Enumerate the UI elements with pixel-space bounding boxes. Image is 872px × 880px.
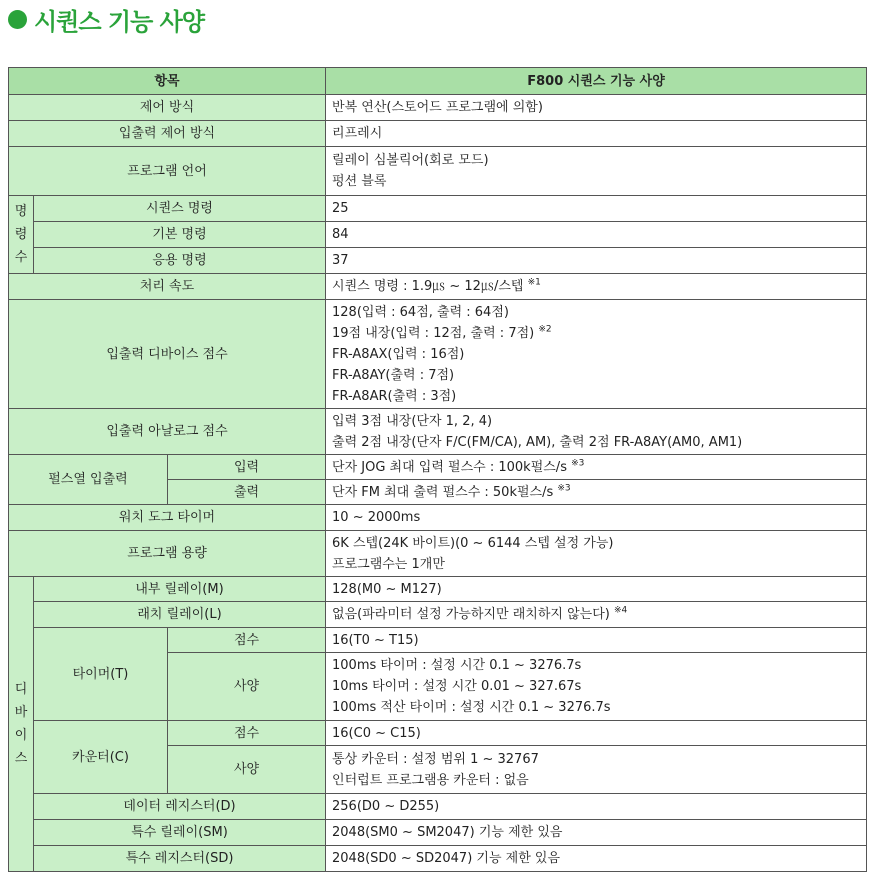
row-label: 제어 방식: [9, 95, 326, 121]
sub-label: 출력: [168, 480, 326, 505]
row-value: 16(T0 ~ T15): [326, 628, 867, 653]
value-line: 인터럽트 프로그램용 카운터 : 없음: [332, 772, 529, 788]
value-line: 10ms 타이머 : 설정 시간 0.01 ~ 327.67s: [332, 679, 582, 694]
row-label: 입출력 아날로그 점수: [9, 409, 326, 455]
page-title-text: 시퀀스 기능 사양: [34, 7, 204, 36]
table-row: [9, 455, 867, 480]
value-line: 128(입력 : 64점, 출력 : 64점): [332, 304, 509, 320]
row-value: [326, 746, 867, 794]
value-line: 출력 2점 내장(단자 F/C(FM/CA), AM), 출력 2점 FR-A8AY(AM0, AM1): [332, 434, 743, 450]
table-row: [9, 121, 867, 147]
row-value: 2048(SM0 ~ SM2047) 기능 제한 있음: [326, 820, 867, 846]
row-value: 시퀀스 명령 : 1.9㎲ ~ 12㎲/스텝 $^{※1}$: [326, 274, 867, 300]
table-row: [9, 794, 867, 820]
table-row: [9, 248, 867, 274]
row-value: 리프레시: [326, 121, 867, 147]
value-line: 입력 3점 내장(단자 1, 2, 4): [332, 413, 493, 429]
row-label: 펄스열 입출력: [9, 455, 168, 505]
row-label: 시퀀스 명령: [34, 196, 326, 222]
table-row: [9, 274, 867, 300]
row-value: 16(C0 ~ C15): [326, 721, 867, 746]
row-label: 기본 명령: [34, 222, 326, 248]
row-value: 2048(SD0 ~ SD2047) 기능 제한 있음: [326, 846, 867, 872]
row-value: [326, 147, 867, 196]
table-row: [9, 409, 867, 455]
table-row: [9, 222, 867, 248]
table-row: [9, 721, 867, 746]
row-label: 입출력 디바이스 점수: [9, 300, 326, 409]
page-title: [8, 2, 204, 36]
row-label: 데이터 레지스터(D): [34, 794, 326, 820]
sub-label: 입력: [168, 455, 326, 480]
device-group-label: 디 바 이 스: [9, 577, 34, 872]
row-label: 래치 릴레이(L): [34, 602, 326, 628]
row-label: 입출력 제어 방식: [9, 121, 326, 147]
table-row: [9, 846, 867, 872]
value-line: FR-A8AR(출력 : 3점): [332, 388, 457, 404]
value-line: 100ms 타이머 : 설정 시간 0.1 ~ 3276.7s: [332, 658, 582, 673]
table-row: [9, 628, 867, 653]
row-value: 단자 JOG 최대 입력 펄스수 : 100k펄스/s $^{※3}$: [326, 455, 867, 480]
table-row: [9, 820, 867, 846]
header-spec: F800 시퀀스 기능 사양: [326, 68, 867, 95]
sub-label: 점수: [168, 628, 326, 653]
row-value: [326, 531, 867, 577]
row-value: 256(D0 ~ D255): [326, 794, 867, 820]
value-line: 6K 스텝(24K 바이트)(0 ~ 6144 스텝 설정 가능): [332, 535, 614, 551]
row-label: 특수 릴레이(SM): [34, 820, 326, 846]
row-value: 반복 연산(스토어드 프로그램에 의함): [326, 95, 867, 121]
value-line: FR-A8AY(출력 : 7점): [332, 367, 455, 383]
row-value: [326, 409, 867, 455]
footnote-mark: ※1: [527, 277, 541, 288]
row-value: 10 ~ 2000ms: [326, 505, 867, 531]
spec-table: [8, 67, 867, 872]
row-value: 단자 FM 최대 출력 펄스수 : 50k펄스/s $^{※3}$: [326, 480, 867, 505]
table-row: [9, 196, 867, 222]
value-line: 19점 내장(입력 : 12점, 출력 : 7점) $^{※2}$: [332, 324, 552, 341]
row-value: 84: [326, 222, 867, 248]
row-value: 25: [326, 196, 867, 222]
table-row: [9, 147, 867, 196]
row-value: 128(M0 ~ M127): [326, 577, 867, 602]
footnote-mark: ※3: [557, 483, 571, 494]
row-label: 내부 릴레이(M): [34, 577, 326, 602]
table-header-row: [9, 68, 867, 95]
table-row: [9, 95, 867, 121]
row-value: 없음(파라미터 설정 가능하지만 래치하지 않는다) $^{※4}$: [326, 602, 867, 628]
table-row: [9, 602, 867, 628]
sub-label: 사양: [168, 653, 326, 721]
footnote-mark: ※2: [538, 324, 552, 335]
value-line: 릴레이 심볼릭어(회로 모드): [332, 153, 489, 168]
value-line: 프로그램수는 1개만: [332, 556, 445, 572]
row-label: 카운터(C): [34, 721, 168, 794]
footnote-mark: ※4: [613, 605, 628, 616]
row-value: [326, 300, 867, 409]
header-item: 항목: [9, 68, 326, 95]
sub-label: 사양: [168, 746, 326, 794]
table-row: [9, 577, 867, 602]
row-label: 응용 명령: [34, 248, 326, 274]
row-label: 프로그램 언어: [9, 147, 326, 196]
value-line: 펑션 블록: [332, 174, 387, 189]
row-value: [326, 653, 867, 721]
value-line: 100ms 적산 타이머 : 설정 시간 0.1 ~ 3276.7s: [332, 700, 611, 715]
table-row: [9, 505, 867, 531]
table-row: [9, 300, 867, 409]
instruction-count-group-label: 명 령 수: [9, 196, 34, 274]
row-label: 타이머(T): [34, 628, 168, 721]
row-label: 프로그램 용량: [9, 531, 326, 577]
footnote-mark: ※3: [571, 458, 585, 469]
row-label: 특수 레지스터(SD): [34, 846, 326, 872]
value-line: 통상 카운터 : 설정 범위 1 ~ 32767: [332, 751, 539, 767]
sub-label: 점수: [168, 721, 326, 746]
green-bullet-icon: [8, 10, 27, 29]
row-label: 처리 속도: [9, 274, 326, 300]
table-row: [9, 531, 867, 577]
row-value: 37: [326, 248, 867, 274]
value-line: FR-A8AX(입력 : 16점): [332, 346, 465, 362]
row-label: 워치 도그 타이머: [9, 505, 326, 531]
